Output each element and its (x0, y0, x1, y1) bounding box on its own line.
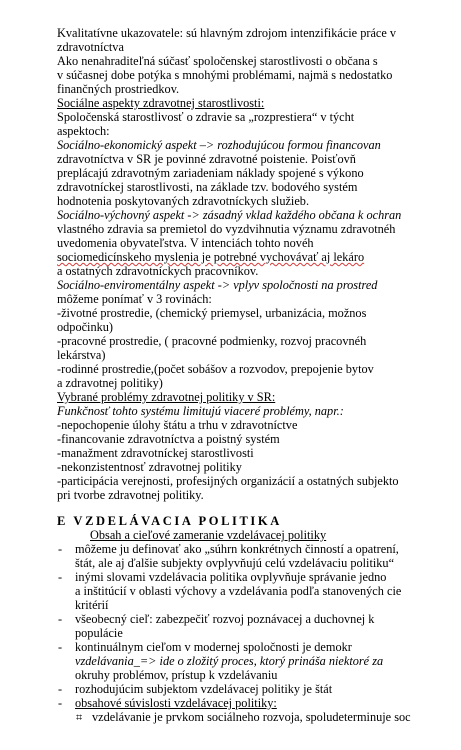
paragraph-line: môžeme ponímať v 3 rovinách: (57, 292, 212, 306)
line-text: Kvalitatívne ukazovatele: sú hlavným zdrojom intenzifikácie práce v (57, 27, 397, 40)
paragraph-line: -pracovné prostredie, ( pracovné podmienky, rozvoj pracovnéh (57, 334, 367, 348)
bullet-line: rozhodujúcim subjektom vzdelávacej politiky je štát (75, 683, 333, 696)
paragraph-line: -životné prostredie, (chemický priemysel, urbanizácia, možnos (57, 306, 367, 320)
paragraph-line: Sociálno-výchovný aspekt -> zásadný vklad každého občana k ochran (57, 208, 402, 222)
bullet-line: štát, ale aj ďalšie subjekty ovplyvňujú celú vzdelávaciu politiku“ (75, 557, 395, 570)
bullet-marker: - (58, 570, 63, 584)
bullet-line: inými slovami vzdelávacia politika ovplyvňuje správanie jedno (75, 571, 387, 584)
paragraph-line: a ostatných zdravotníckych pracovníkov. (57, 264, 259, 278)
list-item: -participácia verejnosti, profesijných organizácií a ostatných subjekto (57, 474, 399, 488)
paragraph-line: sociomedicínskeho myslenia je potrebné vychovávať aj lekáro (57, 250, 365, 264)
paragraph-line: uvedomenia obyvateľstva. V intenciách tohto novéh (57, 236, 314, 250)
bullet-line: populácie (75, 627, 123, 640)
paragraph-line: v súčasnej dobe potýka s mnohými problémami, najmä s nedostatko (57, 68, 393, 82)
bullet-marker: - (58, 640, 63, 654)
list-item: -nepochopenie úlohy štátu a trhu v zdravotníctve (57, 418, 298, 432)
list-item: -nekonzistentnosť zdravotnej politiky (57, 460, 242, 474)
bullet-marker: - (58, 682, 63, 696)
square-bullet-icon: ⌗ (76, 712, 83, 724)
paragraph-line: finančných prostriedkov. (57, 82, 180, 96)
list-item: -manažment zdravotníckej starostlivosti (57, 446, 254, 460)
paragraph-line: odpočinku) (57, 320, 114, 334)
list-item: pri tvorbe zdravotnej politiky. (57, 488, 204, 502)
paragraph-line: Spoločenská starostlivosť o zdravie sa „rozprestiera“ v týcht (57, 110, 355, 124)
sub-bullet-line: vzdelávanie je prvkom sociálneho rozvoja, spoludeterminuje soc (92, 711, 411, 724)
bullet-line: môžeme ju definovať ako „súhrn konkrétnych činností a opatrení, (75, 543, 399, 556)
paragraph-line: zdravotníctva (57, 40, 124, 54)
paragraph-line: aspektoch: (57, 124, 110, 138)
bullet-marker: - (58, 696, 63, 710)
bullet-line: všeobecný cieľ: zabezpečiť rozvoj poznávacej a duchovnej k (75, 613, 375, 626)
bullet-line: vzdelávania_=> ide o zložitý proces, ktorý prináša niektoré za (75, 655, 384, 668)
paragraph-line: lekárstva) (57, 348, 106, 362)
subsection-heading: Sociálne aspekty zdravotnej starostlivosti: (57, 96, 265, 110)
paragraph-line (57, 27, 461, 41)
paragraph-line: vlastného zdravia sa premietol do vyzdvihnutia významu zdravotnéh (57, 222, 396, 236)
section-subheading: Obsah a cieľové zameranie vzdelávacej politiky (90, 528, 327, 542)
paragraph-line: Sociálno-enviromentálny aspekt -> vplyv spoločnosti na prostred (57, 278, 378, 292)
bullet-marker: - (58, 542, 63, 556)
bullet-line: a inštitúcií v oblasti výchovy a vzdelávania podľa stanovených cie (75, 585, 402, 598)
paragraph-line: Funkčnosť tohto systému limitujú viaceré problémy, napr.: (57, 404, 344, 418)
bullet-line: obsahové súvislosti vzdelávacej politiky: (75, 697, 277, 710)
paragraph-line: zdravotníctva v SR je povinné zdravotné poistenie. Poisťovň (57, 152, 356, 166)
bullet-line: kritérií (75, 599, 109, 612)
bullet-line: okruhy problémov, prístup k vzdelávaniu (75, 669, 278, 682)
paragraph-line: preplácajú zdravotným zariadeniam náklady spojené s výkono (57, 166, 364, 180)
bullet-marker: - (58, 612, 63, 626)
subsection-heading: Vybrané problémy zdravotnej politiky v SR: (57, 390, 276, 404)
paragraph-line: hodnotenia poskytovaných zdravotníckych služieb. (57, 194, 310, 208)
bullet-line: kontinuálnym cieľom v modernej spoločnosti je demokr (75, 641, 352, 654)
list-item: -financovanie zdravotníctva a poistný systém (57, 432, 280, 446)
line-text: Ako nenahraditeľná súčasť spoločenskej starostlivosti o občana s (57, 55, 378, 68)
paragraph-line: Sociálno-ekonomický aspekt –> rozhodujúcou formou financovan (57, 138, 381, 152)
paragraph-line: zdravotníckej starostlivosti, na základe tzv. bodového systém (57, 180, 358, 194)
paragraph-line: -rodinné prostredie,(počet sobášov a rozvodov, prepojenie bytov (57, 362, 374, 376)
section-heading: E VZDELÁVACIA POLITIKA (57, 514, 282, 528)
paragraph-line (57, 55, 461, 69)
paragraph-line: a zdravotnej politiky) (57, 376, 163, 390)
